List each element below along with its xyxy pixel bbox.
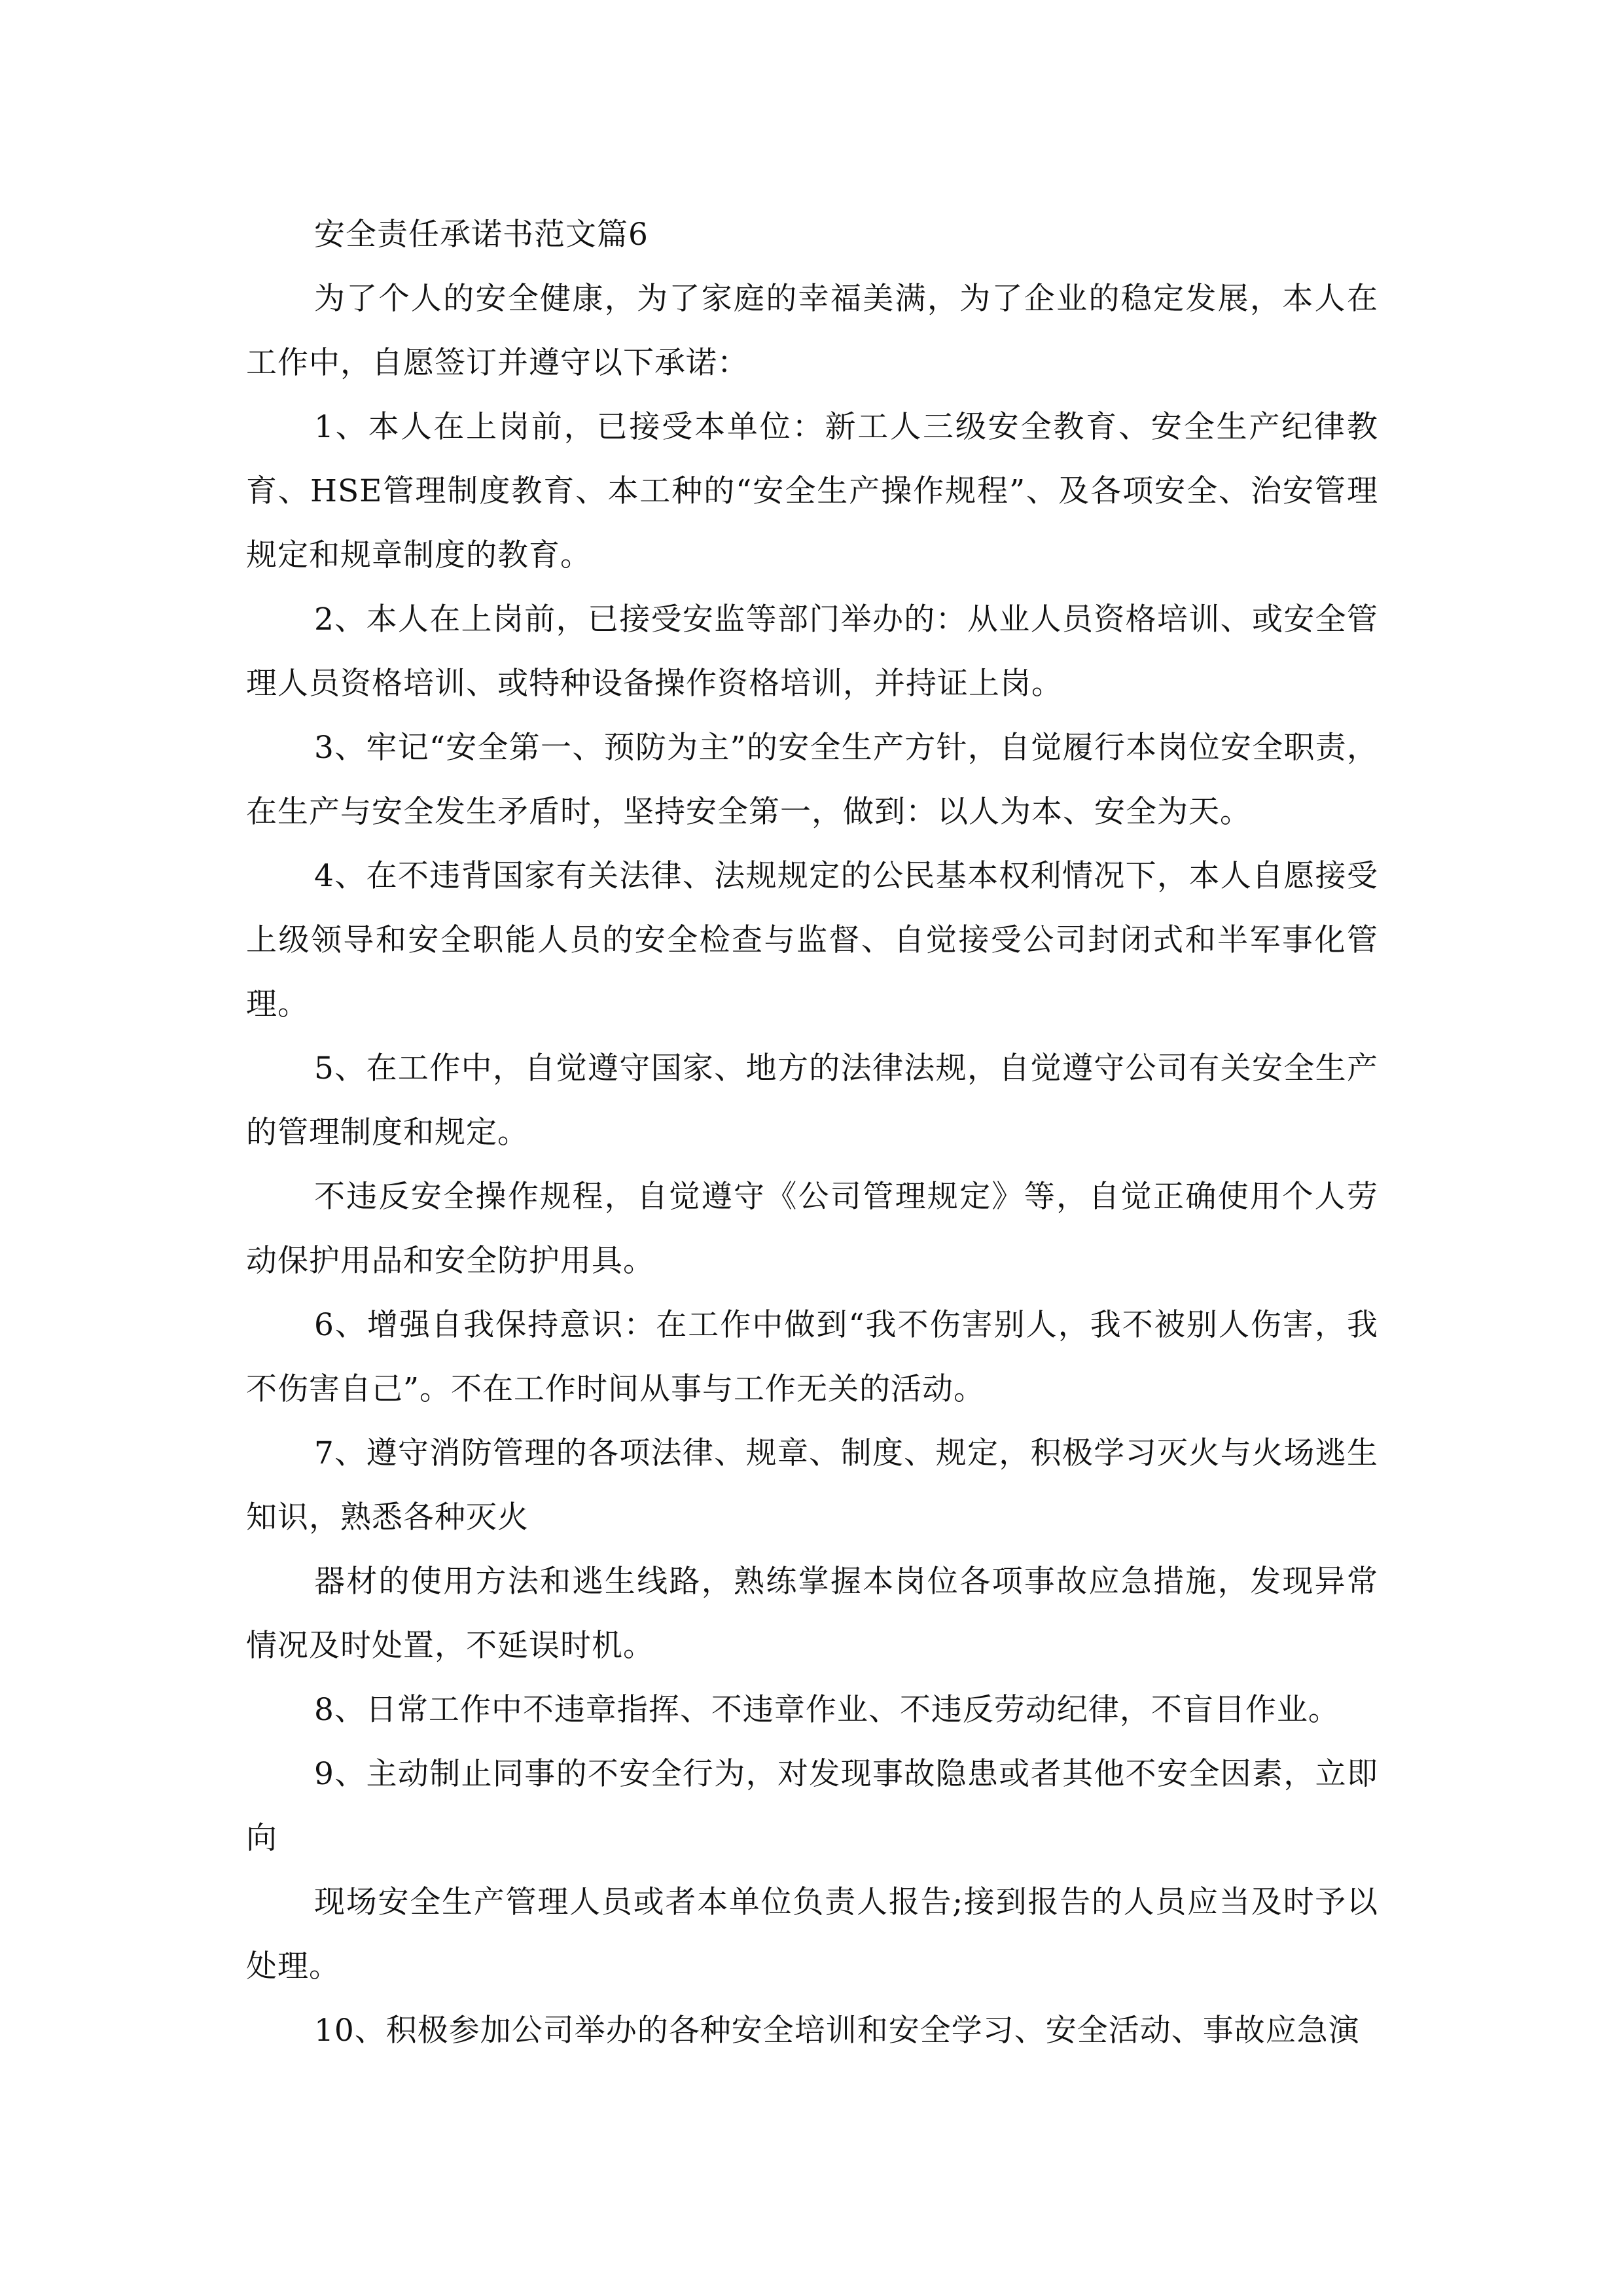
paragraph-item-8: 8、日常工作中不违章指挥、不违章作业、不违反劳动纪律，不盲目作业。	[314, 1692, 1340, 1728]
paragraph-item-10: 10、积极参加公司举办的各种安全培训和安全学习、安全活动、事故应急演	[314, 2013, 1360, 2049]
paragraph-item-9: 9、主动制止同事的不安全行为，对发现事故隐患或者其他不安全因素，立即向	[246, 1756, 1378, 1856]
paragraph-intro: 为了个人的安全健康，为了家庭的幸福美满，为了企业的稳定发展，本人在工作中，自愿签订并遵守以下承诺：	[246, 281, 1378, 381]
paragraph-item-4: 4、在不违背国家有关法律、法规规定的公民基本权利情况下，本人自愿接受上级领导和安全职能人员的安全检查与监督、自觉接受公司封闭式和半军事化管理。	[246, 858, 1378, 1022]
paragraph-item-7: 7、遵守消防管理的各项法律、规章、制度、规定，积极学习灭火与火场逃生知识，熟悉各种灭火	[246, 1435, 1378, 1535]
paragraph-item-5-continued: 不违反安全操作规程，自觉遵守《公司管理规定》等，自觉正确使用个人劳动保护用品和安全防护用具。	[246, 1179, 1378, 1279]
paragraph-item-5: 5、在工作中，自觉遵守国家、地方的法律法规，自觉遵守公司有关安全生产的管理制度和规定。	[246, 1050, 1378, 1151]
paragraph-item-1: 1、本人在上岗前，已接受本单位：新工人三级安全教育、安全生产纪律教育、HSE管理制度教育、本工种的“安全生产操作规程”、及各项安全、治安管理规定和规章制度的教育。	[246, 409, 1378, 573]
paragraph-item-3: 3、牢记“安全第一、预防为主”的安全生产方针，自觉履行本岗位安全职责，在生产与安全发生矛盾时，坚持安全第一，做到：以人为本、安全为天。	[246, 730, 1378, 830]
paragraph-item-2: 2、本人在上岗前，已接受安监等部门举办的：从业人员资格培训、或安全管理人员资格培训、或特种设备操作资格培训，并持证上岗。	[246, 601, 1378, 702]
document-title: 安全责任承诺书范文篇6	[314, 217, 649, 253]
paragraph-item-7-continued: 器材的使用方法和逃生线路，熟练掌握本岗位各项事故应急措施，发现异常情况及时处置，不延误时机。	[246, 1564, 1378, 1664]
paragraph-item-6: 6、增强自我保持意识：在工作中做到“我不伤害别人，我不被别人伤害，我不伤害自己”。不在工作时间从事与工作无关的活动。	[246, 1307, 1378, 1407]
paragraph-item-9-continued: 现场安全生产管理人员或者本单位负责人报告;接到报告的人员应当及时予以处理。	[246, 1884, 1378, 1984]
document-body	[246, 203, 1378, 2063]
